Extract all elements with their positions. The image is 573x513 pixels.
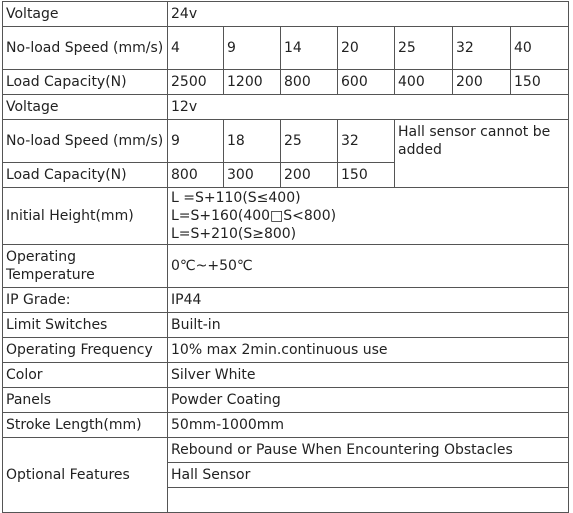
- table-cell: 400: [395, 70, 453, 95]
- table-cell: 9: [224, 27, 281, 70]
- row-value: 50mm-1000mm: [168, 413, 569, 438]
- row-value: 0℃~+50℃: [168, 245, 569, 288]
- table-cell: 32: [453, 27, 511, 70]
- row-value: Hall Sensor: [168, 463, 569, 488]
- table-row: [3, 363, 569, 388]
- table-row: [3, 95, 569, 120]
- table-cell: 200: [281, 163, 338, 188]
- row-label: Voltage: [3, 2, 168, 27]
- row-label: IP Grade:: [3, 288, 168, 313]
- row-value: IP44: [168, 288, 569, 313]
- row-label: No-load Speed (mm/s): [3, 120, 168, 163]
- table-row: [3, 188, 569, 245]
- table-cell: 32: [338, 120, 395, 163]
- table-row: [3, 338, 569, 363]
- height-formula-line: L=S+160(400□S<800): [171, 208, 337, 224]
- spec-table: [2, 1, 569, 513]
- table-row: [3, 388, 569, 413]
- row-label: Load Capacity(N): [3, 163, 168, 188]
- hall-sensor-note: Hall sensor cannot be added: [395, 120, 569, 188]
- table-row: [3, 2, 569, 27]
- table-cell: 25: [395, 27, 453, 70]
- height-formula-line: L=S+210(S≥800): [171, 226, 297, 242]
- table-cell: 200: [453, 70, 511, 95]
- table-cell: 600: [338, 70, 395, 95]
- height-formula-line: L =S+110(S≤400): [171, 190, 301, 206]
- row-label: Initial Height(mm): [3, 188, 168, 245]
- row-value: 24v: [168, 2, 569, 27]
- row-label: Limit Switches: [3, 313, 168, 338]
- table-cell: 40: [511, 27, 569, 70]
- table-row: [3, 413, 569, 438]
- table-cell: 4: [168, 27, 224, 70]
- table-row: [3, 245, 569, 288]
- row-value: [168, 488, 569, 513]
- table-cell: 18: [224, 120, 281, 163]
- table-cell: 800: [168, 163, 224, 188]
- table-row: [3, 70, 569, 95]
- table-cell: 1200: [224, 70, 281, 95]
- row-label: Panels: [3, 388, 168, 413]
- table-cell: 9: [168, 120, 224, 163]
- row-value: Powder Coating: [168, 388, 569, 413]
- row-value: 10% max 2min.continuous use: [168, 338, 569, 363]
- table-cell: 25: [281, 120, 338, 163]
- row-label: Stroke Length(mm): [3, 413, 168, 438]
- table-row: [3, 288, 569, 313]
- table-row: [3, 438, 569, 463]
- table-cell: 800: [281, 70, 338, 95]
- table-row: [3, 120, 569, 163]
- table-cell: 14: [281, 27, 338, 70]
- table-row: [3, 313, 569, 338]
- row-label: Optional Features: [3, 438, 168, 513]
- table-cell: 2500: [168, 70, 224, 95]
- row-value: Built-in: [168, 313, 569, 338]
- table-cell: 150: [511, 70, 569, 95]
- row-label: No-load Speed (mm/s): [3, 27, 168, 70]
- table-row: [3, 27, 569, 70]
- table-cell: 300: [224, 163, 281, 188]
- row-label: Operating Frequency: [3, 338, 168, 363]
- row-value: Silver White: [168, 363, 569, 388]
- row-label: Color: [3, 363, 168, 388]
- row-value: [168, 188, 569, 245]
- row-value: Rebound or Pause When Encountering Obstacles: [168, 438, 569, 463]
- row-label: Operating Temperature: [3, 245, 168, 288]
- table-cell: 150: [338, 163, 395, 188]
- spec-table-wrapper: [2, 1, 569, 513]
- row-label: Load Capacity(N): [3, 70, 168, 95]
- table-cell: 20: [338, 27, 395, 70]
- row-value: 12v: [168, 95, 569, 120]
- row-label: Voltage: [3, 95, 168, 120]
